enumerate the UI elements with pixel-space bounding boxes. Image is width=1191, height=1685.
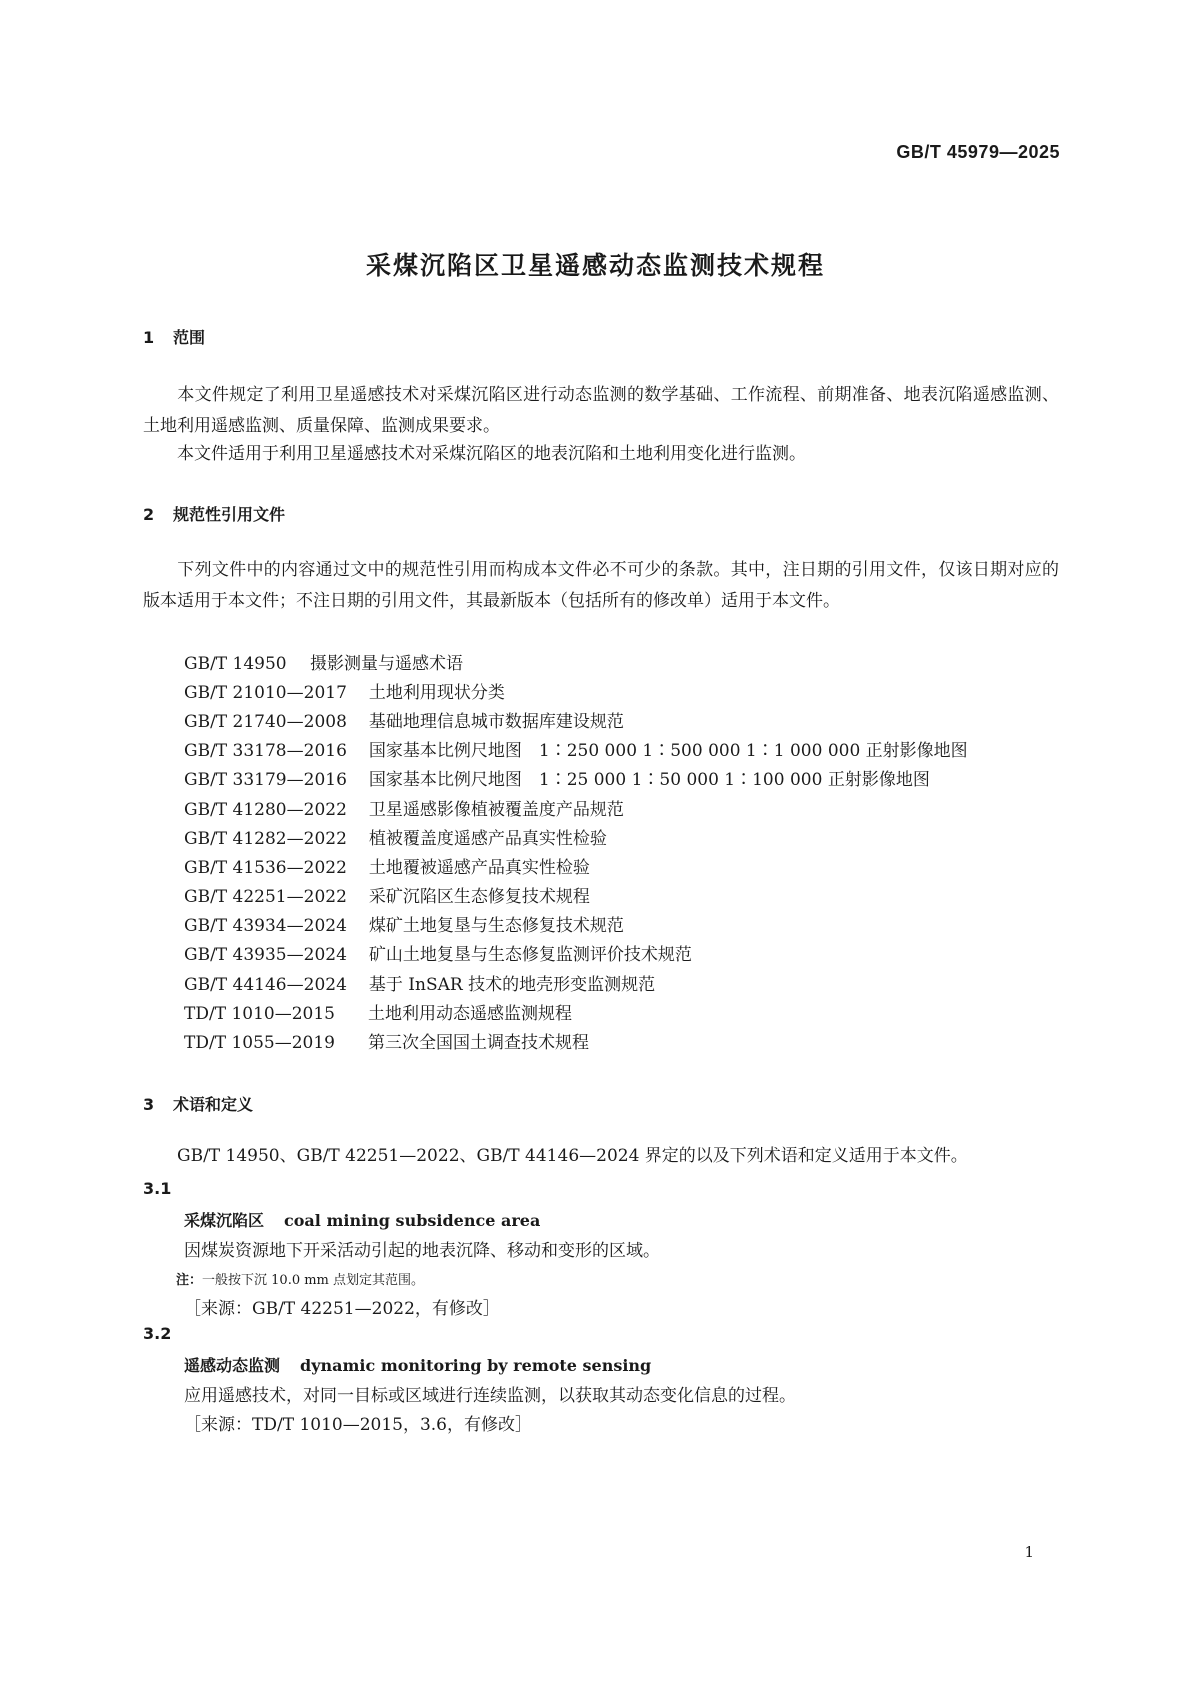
section-number: 1 xyxy=(143,328,155,347)
reference-item: GB/T 41280—2022 卫星遥感影像植被覆盖度产品规范 xyxy=(184,800,624,820)
reference-item: TD/T 1055—2019 第三次全国国土调查技术规程 xyxy=(184,1033,589,1053)
reference-item: GB/T 33179—2016 国家基本比例尺地图 1∶25 000 1∶50 000 1∶100 000 正射影像地图 xyxy=(184,770,930,790)
section-3-heading xyxy=(143,1092,253,1115)
term-title: 遥感动态监测 dynamic monitoring by remote sensing xyxy=(184,1356,652,1375)
section-title: 术语和定义 xyxy=(173,1095,254,1114)
term-definition: 因煤炭资源地下开采活动引起的地表沉降、移动和变形的区域。 xyxy=(184,1241,660,1261)
term-source: ［来源：GB/T 42251—2022，有修改］ xyxy=(184,1299,500,1319)
section-1-paragraph-1: 本文件规定了利用卫星遥感技术对采煤沉陷区进行动态监测的数学基础、工作流程、前期准备、地表沉陷遥感监测、土地利用遥感监测、质量保障、监测成果要求。 xyxy=(143,385,1059,436)
term-number: 3.1 xyxy=(143,1179,172,1198)
reference-item: GB/T 21740—2008 基础地理信息城市数据库建设规范 xyxy=(184,712,624,732)
reference-item: GB/T 42251—2022 采矿沉陷区生态修复技术规程 xyxy=(184,887,590,907)
reference-item: GB/T 43935—2024 矿山土地复垦与生态修复监测评价技术规范 xyxy=(184,945,692,965)
section-2-paragraph-1: 下列文件中的内容通过文中的规范性引用而构成本文件必不可少的条款。其中，注日期的引用文件，仅该日期对应的版本适用于本文件；不注日期的引用文件，其最新版本（包括所有的修改单）适用于本文件。 xyxy=(143,560,1059,611)
reference-item: GB/T 41536—2022 土地覆被遥感产品真实性检验 xyxy=(184,858,590,878)
reference-item: TD/T 1010—2015 土地利用动态遥感监测规程 xyxy=(184,1004,572,1024)
reference-item: GB/T 43934—2024 煤矿土地复垦与生态修复技术规范 xyxy=(184,916,624,936)
standard-number: GB/T 45979—2025 xyxy=(896,142,1060,162)
document-title: 采煤沉陷区卫星遥感动态监测技术规程 xyxy=(365,251,825,280)
section-title: 规范性引用文件 xyxy=(173,505,286,524)
term-number: 3.2 xyxy=(143,1324,172,1343)
section-number: 3 xyxy=(143,1095,155,1114)
term-note: 注：一般按下沉 10.0 mm 点划定其范围。 xyxy=(176,1273,425,1288)
term-definition: 应用遥感技术，对同一目标或区域进行连续监测，以获取其动态变化信息的过程。 xyxy=(184,1386,796,1406)
section-1-heading xyxy=(143,325,205,348)
section-title: 范围 xyxy=(173,328,206,347)
reference-item: GB/T 44146—2024 基于 InSAR 技术的地壳形变监测规范 xyxy=(184,975,656,995)
section-2-heading xyxy=(143,502,285,525)
reference-item: GB/T 14950 摄影测量与遥感术语 xyxy=(184,654,463,674)
term-title: 采煤沉陷区 coal mining subsidence area xyxy=(184,1211,541,1230)
section-1-paragraph-2: 本文件适用于利用卫星遥感技术对采煤沉陷区的地表沉陷和土地利用变化进行监测。 xyxy=(177,444,806,464)
page-number: 1 xyxy=(1024,1543,1034,1561)
reference-item: GB/T 41282—2022 植被覆盖度遥感产品真实性检验 xyxy=(184,829,607,849)
term-source: ［来源：TD/T 1010—2015，3.6，有修改］ xyxy=(184,1415,533,1435)
reference-item: GB/T 21010—2017 土地利用现状分类 xyxy=(184,683,505,703)
section-number: 2 xyxy=(143,505,155,524)
section-3-paragraph-1: GB/T 14950、GB/T 42251—2022、GB/T 44146—2024 界定的以及下列术语和定义适用于本文件。 xyxy=(177,1146,968,1166)
reference-item: GB/T 33178—2016 国家基本比例尺地图 1∶250 000 1∶500 000 1∶1 000 000 正射影像地图 xyxy=(184,741,968,761)
